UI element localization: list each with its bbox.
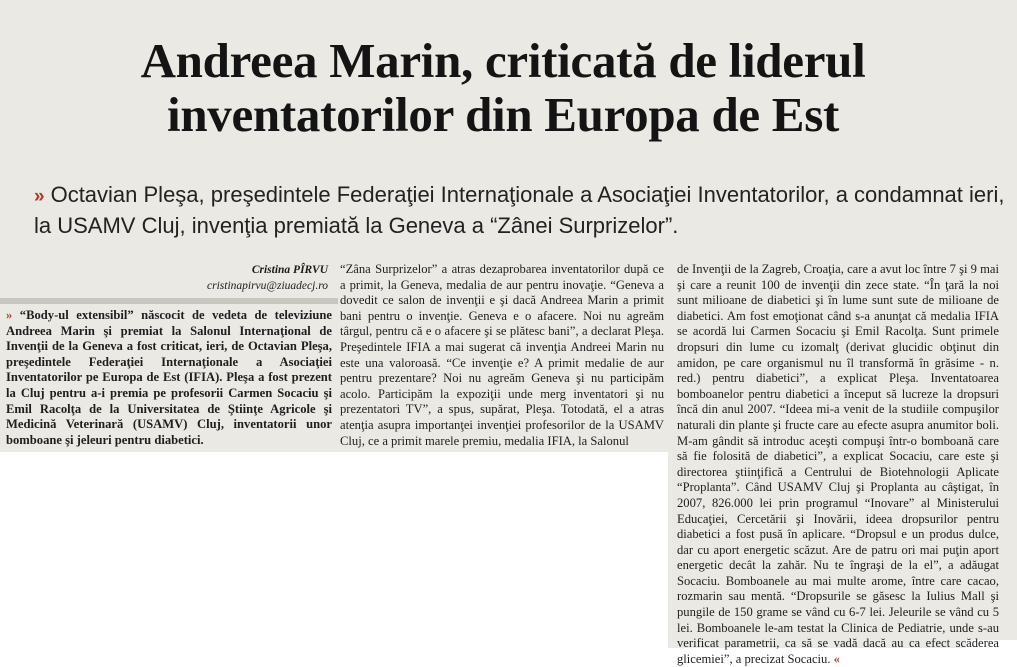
byline [200,262,328,294]
author-email: cristinapirvu@ziuadecj.ro [207,280,328,292]
double-arrow-left-icon: « [833,651,840,666]
article-column-2: “Zâna Surprizelor” a atras dezaprobarea inventatorilor după ce a primit, la Geneva, medalia de aur pentru inovaţie. “Geneva a dovedit ce salon de invenţii e şi dacă Andreea Marin a primit bani pentru o invenţie. Geneva e o afacere. Noi nu agreăm târgul, pentru că e o afacere şi se plătesc bani”, a declarat Pleşa. Preşedintele IFIA a mai sugerat că invenţia Andreei Marin nu este una valoroasă. “Ce invenţie e? A primit medalie de aur pentru prezentare? Noi nu agreăm Geneva şi nu participăm acolo. Participăm la expoziţii unde merg inventatori şi nu prezentatori TV”, a spus, supărat, Pleşa. Totodată, el a atras atenţia asupra importanţei invenţiei profesorilor de la USAMV Cluj, ce a primit marele premiu, medalia IFIA, la Salonul [340,262,664,448]
article-intro [6,308,332,448]
divider [0,298,338,304]
article-headline: Andreea Marin, criticată de liderul inventatorilor din Europa de Est [140,33,866,142]
article-column-3 [677,262,999,667]
double-arrow-right-icon: » [6,308,13,322]
double-arrow-right-icon: » [34,186,45,207]
intro-text: “Body-ul extensibil” născocit de vedeta de televiziune Andreea Marin şi premiat la Salonul Internaţional de Invenţii de la Geneva a fost criticat, ieri, de Octavian Pleşa, preşedintele Federaţiei Internaţionale a Asociaţiei Inventatorilor pe Europa de Est (IFIA). Pleşa a fost prezent la Cluj pentru a-i premia pe profesorii Carmen Socaciu şi Emil Racolţa de la Universitatea de Ştiinţe Agricole şi Medicină Veterinară (USAMV) Cluj, inventatorii unor bomboane şi jeleuri pentru diabetici. [6,308,332,447]
cut-margin [0,452,668,648]
column-3-text: de Invenţii de la Zagreb, Croaţia, care a avut loc între 7 şi 9 mai şi care a reunit 100 de invenţii din zece state. “În ţară la noi sunt milioane de diabetici şi în lume sunt sute de milioane de diabetici. Am fost emoţionat când s-a anunţat că medalia IFIA se acordă lui Carmen Socaciu şi Emil Racolţa. Sunt primele dropsuri din lume cu izomalţ (derivat glucidic obţinut din amidon, pe care organismul nu îl transformă în grăsime - n. red.) pentru diabetici”, a explicat Pleşa. Inventatoarea bomboanelor pentru diabetici a început să lucreze la dropsuri încă din anul 2007. “Ideea mi-a venit de la studiile compuşilor naturali din plante şi fructe care au efecte asupra anumitor boli. M-am gândit să introduc aceşti compuşi într-o bomboană care să fie folosită de diabetici”, a explicat Socaciu, care este şi directorea ştiinţifică a Centrului de Biotehnologii Aplicate “Proplanta”. Când USAMV Cluj şi Proplanta au câştigat, în 2007, 826.000 lei prin programul “Inovare” al Ministerului Educaţiei, Cercetării şi Inovării, ideea dropsurilor pentru diabetici a fost pusă în aplicare. “Dropsul e un produs dulce, dar cu aport energetic scăzut. Are de patru ori mai puţin aport energetic decât la zahăr. Nu te îngraşi de la el”, a adăugat Socaciu. Bomboanele au mai multe arome, între care cacao, rozmarin sau mentă. “Dropsurile se găsesc la Iulius Mall şi pungile de 150 grame se vând cu 6-7 lei. Jeleurile se vând cu 5 lei. Bomboanele le-am testat la Clinica de Pediatrie, unde s-au verificat parametrii, ca să se vadă dacă au ca efect scăderea glicemiei”, a precizat Socaciu. [677,262,999,666]
lead-text: Octavian Pleşa, preşedintele Federaţiei Internaţionale a Asociaţiei Inventatorilor, a condamnat ieri, la USAMV Cluj, invenţia premiată la Geneva a “Zânei Surprizelor”. [34,182,1005,238]
author-name: Cristina PÎRVU [251,264,328,276]
article-lead [34,180,1009,240]
